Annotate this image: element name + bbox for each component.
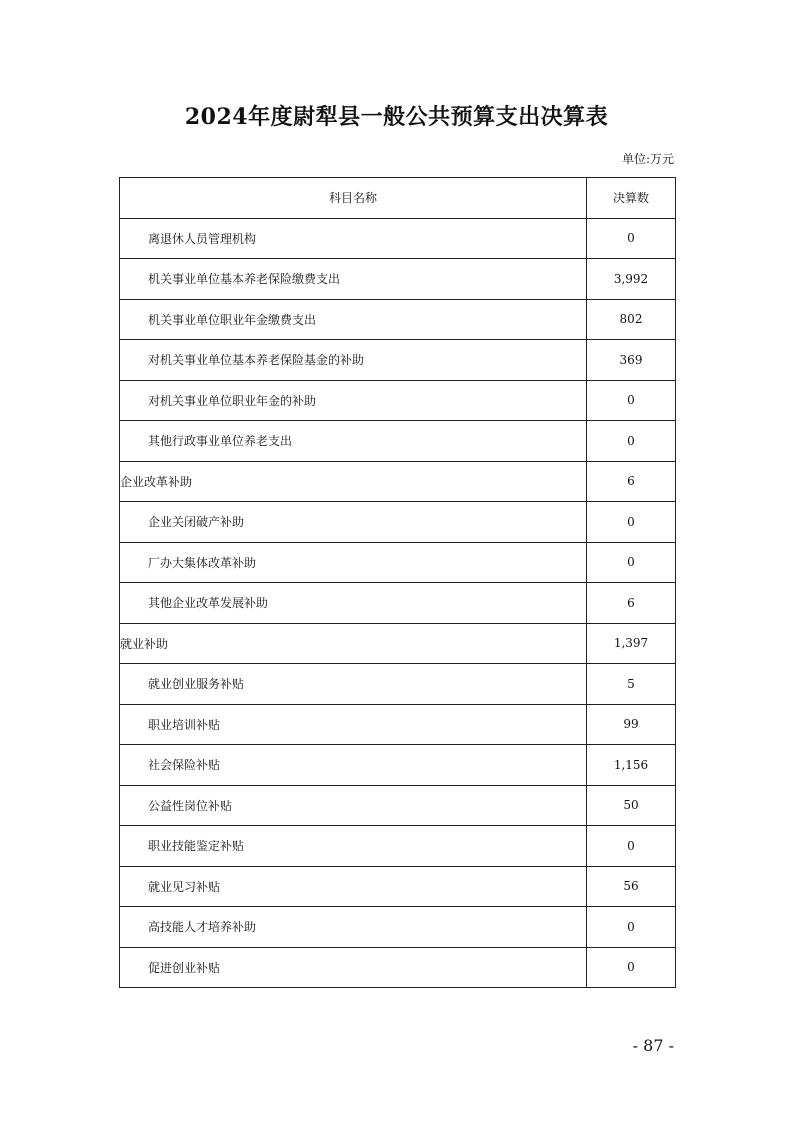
unit-label: 单位:万元 [621, 152, 674, 166]
row-subject-name: 促进创业补贴 [120, 947, 587, 988]
row-subject-name: 公益性岗位补贴 [120, 785, 587, 826]
row-subject-name: 厂办大集体改革补助 [120, 542, 587, 583]
table-row [120, 826, 676, 867]
page-title: 2024年度尉犁县一般公共预算支出决算表 [184, 104, 609, 130]
row-final-amount: 50 [587, 785, 676, 826]
row-final-amount: 1,156 [587, 745, 676, 786]
row-subject-name: 就业补助 [120, 623, 587, 664]
table-row [120, 421, 676, 462]
row-final-amount: 0 [587, 380, 676, 421]
row-final-amount: 56 [587, 866, 676, 907]
row-final-amount: 1,397 [587, 623, 676, 664]
table-row [120, 947, 676, 988]
row-subject-name: 机关事业单位基本养老保险缴费支出 [120, 259, 587, 300]
row-subject-name: 就业见习补贴 [120, 866, 587, 907]
table-row [120, 461, 676, 502]
page-number: - 87 - [632, 1036, 674, 1055]
row-subject-name: 就业创业服务补贴 [120, 664, 587, 705]
row-final-amount: 369 [587, 340, 676, 381]
table-row [120, 785, 676, 826]
header-final-amount: 决算数 [587, 178, 676, 219]
table-row [120, 259, 676, 300]
table-row [120, 704, 676, 745]
row-subject-name: 对机关事业单位职业年金的补助 [120, 380, 587, 421]
row-final-amount: 0 [587, 421, 676, 462]
table-row [120, 299, 676, 340]
row-subject-name: 企业关闭破产补助 [120, 502, 587, 543]
table-row [120, 745, 676, 786]
table-row [120, 542, 676, 583]
table-row [120, 502, 676, 543]
row-subject-name: 职业培训补贴 [120, 704, 587, 745]
table-row [120, 866, 676, 907]
row-subject-name: 企业改革补助 [120, 461, 587, 502]
table-row [120, 623, 676, 664]
row-final-amount: 0 [587, 542, 676, 583]
table-row [120, 380, 676, 421]
row-subject-name: 其他行政事业单位养老支出 [120, 421, 587, 462]
row-final-amount: 6 [587, 583, 676, 624]
table-row [120, 664, 676, 705]
row-final-amount: 0 [587, 947, 676, 988]
row-subject-name: 社会保险补贴 [120, 745, 587, 786]
budget-table [119, 177, 676, 988]
row-subject-name: 高技能人才培养补助 [120, 907, 587, 948]
row-subject-name: 对机关事业单位基本养老保险基金的补助 [120, 340, 587, 381]
row-final-amount: 6 [587, 461, 676, 502]
row-final-amount: 0 [587, 907, 676, 948]
table-body [120, 218, 676, 988]
row-final-amount: 3,992 [587, 259, 676, 300]
table-row [120, 583, 676, 624]
row-subject-name: 机关事业单位职业年金缴费支出 [120, 299, 587, 340]
table-row [120, 907, 676, 948]
row-final-amount: 99 [587, 704, 676, 745]
table-row [120, 218, 676, 259]
row-final-amount: 0 [587, 826, 676, 867]
row-final-amount: 802 [587, 299, 676, 340]
row-final-amount: 5 [587, 664, 676, 705]
row-final-amount: 0 [587, 502, 676, 543]
row-subject-name: 离退休人员管理机构 [120, 218, 587, 259]
row-subject-name: 其他企业改革发展补助 [120, 583, 587, 624]
row-final-amount: 0 [587, 218, 676, 259]
header-subject-name: 科目名称 [120, 178, 587, 219]
table-header-row [120, 178, 676, 219]
table-row [120, 340, 676, 381]
row-subject-name: 职业技能鉴定补贴 [120, 826, 587, 867]
